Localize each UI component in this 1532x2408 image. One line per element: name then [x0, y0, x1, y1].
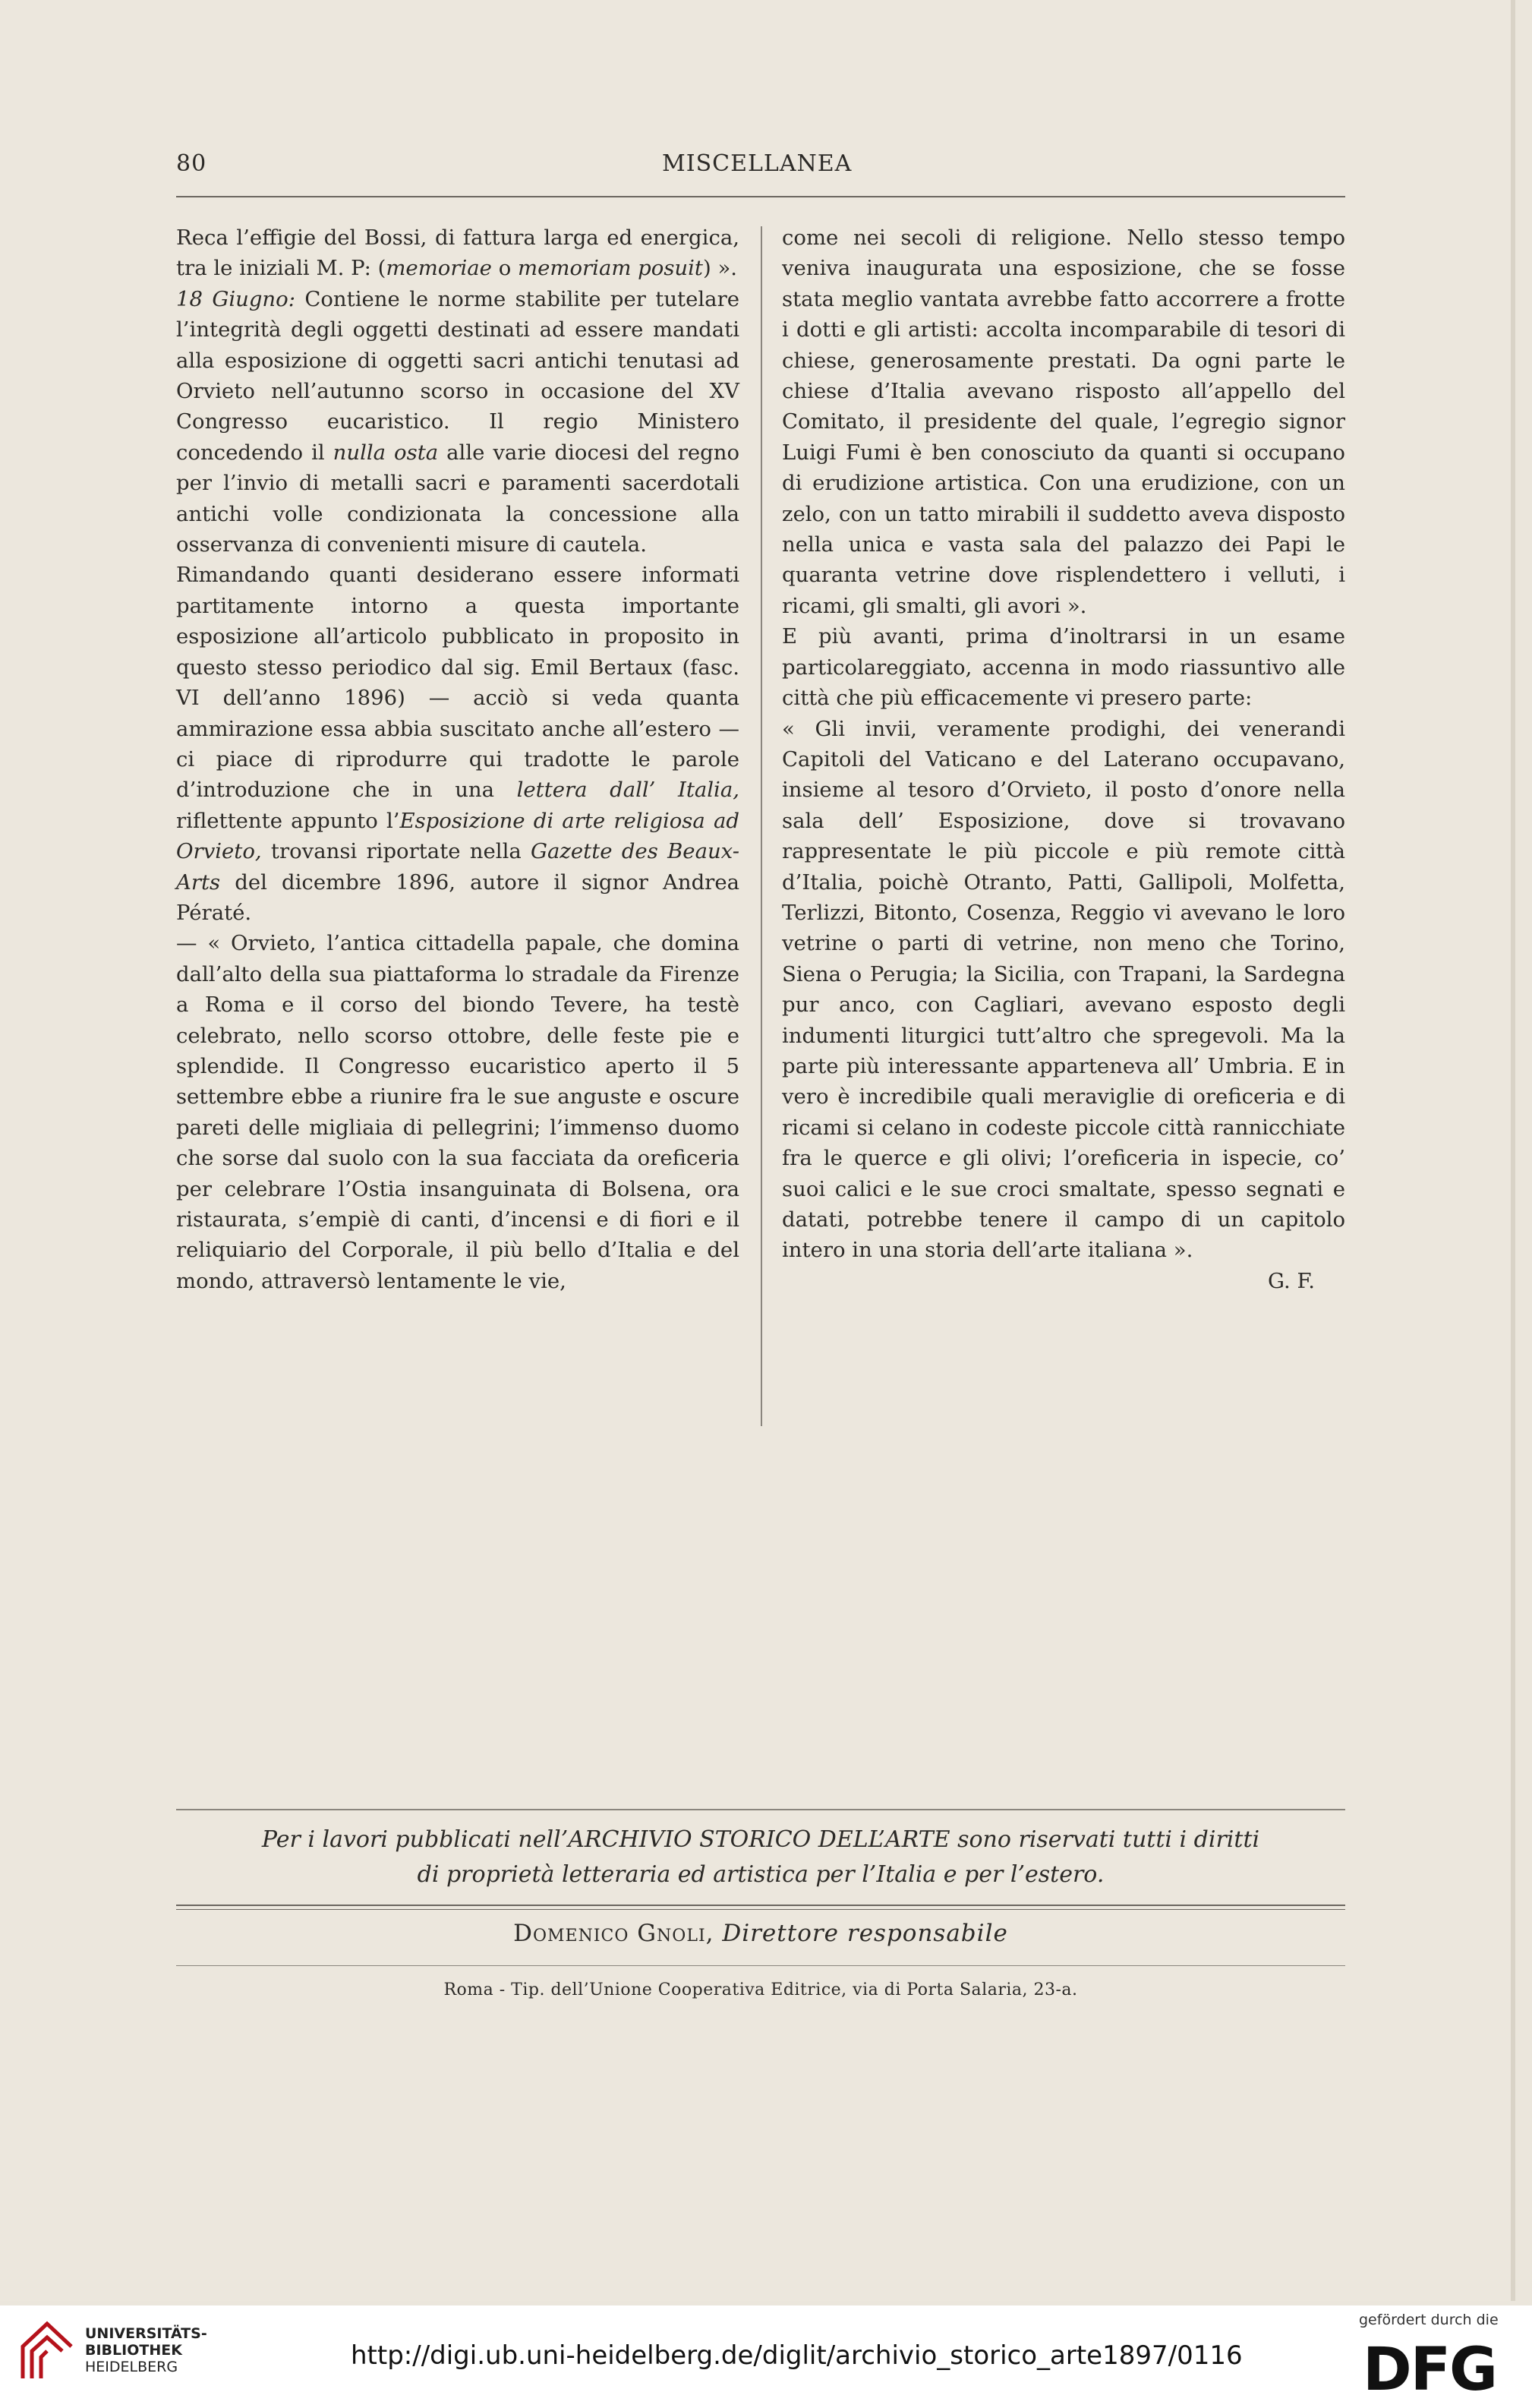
- permalink-url[interactable]: http://digi.ub.uni-heidelberg.de/diglit/archivio_storico_arte1897/0116: [351, 2340, 1243, 2371]
- printer-imprint: Roma - Tip. dell’Unione Cooperativa Editrice, via di Porta Salaria, 23-a.: [443, 1980, 1078, 1999]
- paragraph: 18 Giugno: Contiene le norme stabilite per tutelare l’integrità degli oggetti destinati ad essere mandati alla esposizione di oggetti sacri antichi tenutasi ad Orvieto nell’autunno scorso in occasione del XV Congresso eucaristico. Il regio Ministero concedendo il nulla osta alle varie diocesi del regno per l’invio di metalli sacri e paramenti sacerdotali antichi volle condizionata la concessione alla osservanza di convenienti misure di cautela.: [176, 286, 740, 557]
- header-rule: [176, 196, 1345, 197]
- copyright-notice-line2: di proprietà letteraria ed artistica per l’Italia e per l’estero.: [417, 1861, 1105, 1888]
- paragraph: come nei secoli di religione. Nello stesso tempo veniva inaugurata una esposizione, che se fosse stata meglio vantata avrebbe fatto accorrere a frotte i dotti e gli artisti: accolta incomparabile di tesori di chiese, generosamente prestati. Da ogni parte le chiese d’Italia avevano risposto all’appello del Comitato, il presidente del quale, l’egregio signor Luigi Fumi è ben conosciuto da quanti si occupano di erudizione artistica. Con una erudizione, con un zelo, con un tatto mirabili il suddetto aveva disposto nella unica e vasta sala del palazzo dei Papi le quaranta vetrine dove risplendettero i velluti, i ricami, gli smalti, gli avori ».: [782, 226, 1345, 618]
- paragraph: — « Orvieto, l’antica cittadella papale, che domina dall’alto della sua piattaforma lo stradale da Firenze a Roma e il corso del biondo Tevere, ha testè celebrato, nello scorso ottobre, delle feste pie e splendide. Il Congresso eucaristico aperto il 5 settembre ebbe a riunire fra le sue anguste e oscure pareti delle migliaia di pellegrini; l’immenso duomo che sorse dal suolo con la sua facciata da oreficeria per celebrare l’Ostia insanguinata di Bolsena, ora ristaurata, s’empiè di canti, d’incensi e di fiori e il reliquiario del Corporale, il più bello d’Italia e del mondo, attraversò lentamente le vie,: [176, 931, 739, 1293]
- paragraph: « Gli invii, veramente prodighi, dei venerandi Capitoli del Vaticano e del Laterano occupavano, insieme al tesoro d’Orvieto, il posto d’onore nella sala dell’ Esposizione, dove si trovavano rappresentate le più piccole e più remote città d’Italia, poichè Otranto, Patti, Gallipoli, Molfetta, Terlizzi, Bitonto, Cosenza, Reggio vi avevano le loro vetrine o parti di vetrine, non meno che Torino, Siena o Perugia; la Sicilia, con Trapani, la Sardegna pur anco, con Cagliari, avevano esposto degli indumenti liturgici tutt’altro che spregevoli. Ma la parte più interessante apparteneva all’ Umbria. E in vero è incredibile quali meraviglie di oreficeria e di ricami si celano in codeste piccole città rannicchiate fra le querce e gli olivi; l’oreficeria in ispecie, co’ suoi calici e le sue croci smaltate, spesso segnati e datati, potrebbe tenere il campo di un capitolo intero in una storia dell’arte italiana ».: [782, 716, 1345, 1263]
- left-column: [176, 222, 739, 1296]
- dfg-logo: DFG: [1363, 2336, 1497, 2404]
- page-number: 80: [176, 150, 207, 177]
- copyright-notice: [176, 1823, 1345, 1892]
- column-divider: [761, 226, 762, 1426]
- copyright-notice-line1: Per i lavori pubblicati nell’ARCHIVIO STORICO DELL’ARTE sono riservati tutti i diritti: [261, 1826, 1260, 1853]
- notice-rule-top: [176, 1809, 1345, 1810]
- running-title: MISCELLANEA: [662, 150, 853, 177]
- signature: G. F.: [1267, 1268, 1315, 1293]
- paragraph: E più avanti, prima d’inoltrarsi in un esame particolareggiato, accenna in modo riassuntivo alle città che più efficacemente vi presero parte:: [782, 624, 1345, 711]
- paragraph: Rimandando quanti desiderano essere informati partitamente intorno a questa importante esposizione all’articolo pubblicato in proposito in questo stesso periodico dal sig. Emil Bertaux (fasc. VI dell’anno 1896) — acciò si veda quanta ammirazione essa abbia suscitato anche all’estero — ci piace di riprodurre qui tradotte le parole d’introduzione che in una lettera dall’ Italia, riflettente appunto l’Esposizione di arte religiosa ad Orvieto, trovansi riportate nella Gazette des Beaux-Arts del dicembre 1896, autore il signor Andrea Pératé.: [176, 563, 739, 925]
- editor-role: Direttore responsabile: [722, 1920, 1008, 1947]
- library-name-line1: UNIVERSITÄTS-: [85, 2325, 207, 2342]
- editor-rule: [176, 1965, 1345, 1966]
- paragraph: Reca l’effigie del Bossi, di fattura larga ed energica, tra le iniziali M. P: (memoriae o memoriam posuit) ».: [176, 226, 739, 281]
- library-name-line2: BIBLIOTHEK: [85, 2342, 182, 2359]
- notice-rule-double-1: [176, 1905, 1345, 1906]
- library-name: [85, 2325, 207, 2375]
- editor-name: Domenico Gnoli,: [513, 1920, 714, 1947]
- notice-rule-double-2: [176, 1909, 1345, 1910]
- university-library-logo-icon: [15, 2316, 80, 2384]
- funding-caption: gefördert durch die: [1359, 2312, 1499, 2328]
- editor-line: [176, 1920, 1345, 1947]
- right-column: [782, 222, 1345, 1296]
- library-name-line3: HEIDELBERG: [85, 2359, 178, 2375]
